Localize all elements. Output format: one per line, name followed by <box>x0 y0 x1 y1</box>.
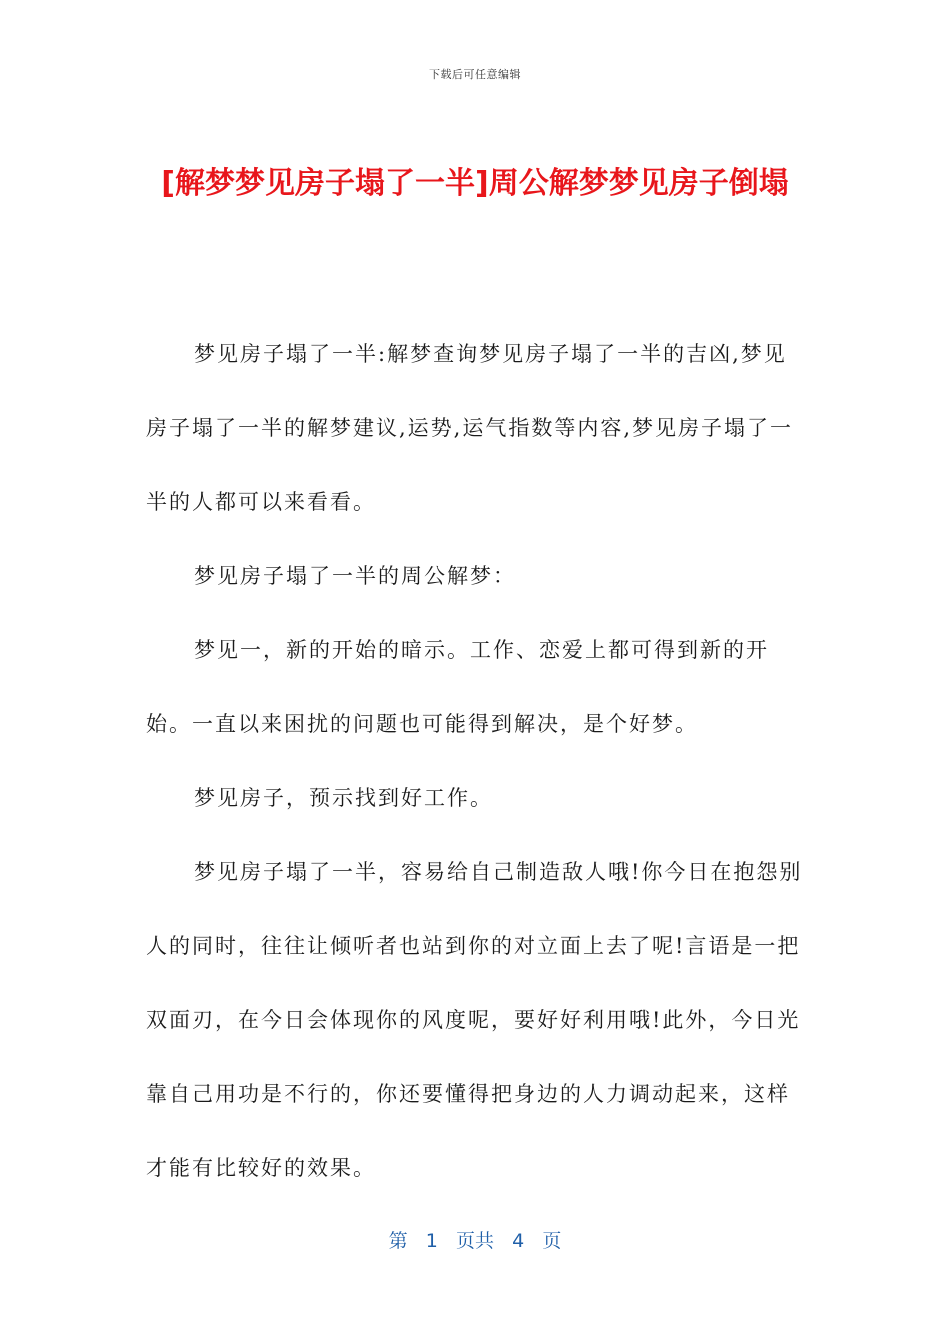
footer-current-page: 1 <box>425 1230 438 1252</box>
paragraph-dream-collapse: 梦见房子塌了一半，容易给自己制造敌人哦!你今日在抱怨别人的同时，往往让倾听者也站到你的对立面上去了呢!言语是一把双面刃，在今日会体现你的风度呢，要好好利用哦!此外，今日光靠自己用功是不行的，你还要懂得把身边的人力调动起来，这样才能有比较好的效果。 <box>146 860 803 1180</box>
paragraph-dream-house: 梦见房子，预示找到好工作。 <box>194 786 493 810</box>
footer-total-pages: 4 <box>512 1230 525 1252</box>
paragraph-dream-one: 梦见一，新的开始的暗示。工作、恋爱上都可得到新的开始。一直以来困扰的问题也可能得到解决，是个好梦。 <box>146 638 769 736</box>
footer-of-label: 页共 <box>455 1230 494 1252</box>
document-body <box>146 317 806 1205</box>
header-note: 下载后可任意编辑 <box>429 68 521 81</box>
paragraph-subheading: 梦见房子塌了一半的周公解梦： <box>194 564 516 588</box>
footer-page-label: 第 <box>388 1230 408 1252</box>
paragraph-intro: 梦见房子塌了一半:解梦查询梦见房子塌了一半的吉凶,梦见房子塌了一半的解梦建议,运势,运气指数等内容,梦见房子塌了一半的人都可以来看看。 <box>146 342 794 514</box>
footer-end-label: 页 <box>542 1230 562 1252</box>
document-title: [解梦梦见房子塌了一半]周公解梦梦见房子倒塌 <box>161 166 789 202</box>
page-footer <box>0 1226 950 1253</box>
